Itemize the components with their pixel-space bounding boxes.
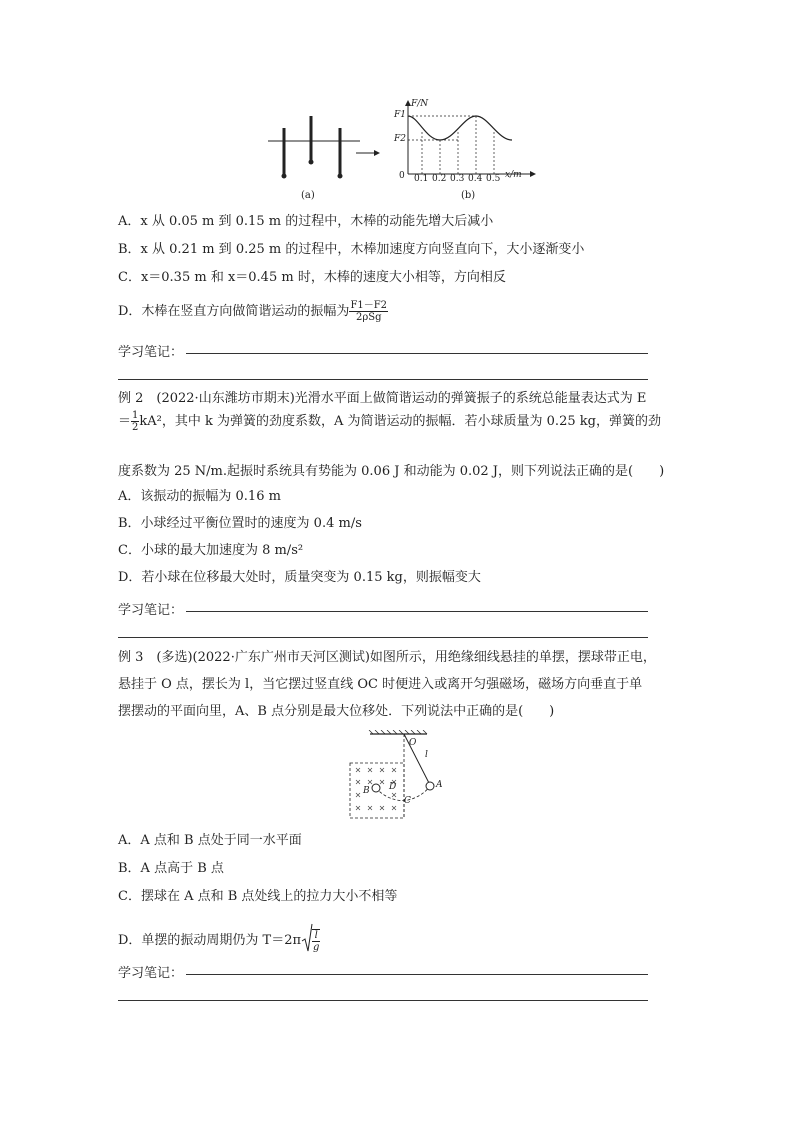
figure-pendulum-in-magnetic-field: [345, 730, 455, 822]
x-tick-5: 0.5: [486, 174, 501, 184]
q1-option-b: B．x 从 0.21 m 到 0.25 m 的过程中，木棒加速度方向竖直向下，大小逐渐变小: [118, 242, 585, 257]
q1-fraction-numerator: F1－F2: [350, 300, 388, 311]
q3-option-d-text: D．单摆的振动周期仍为 T＝2π: [118, 933, 302, 948]
q2-stem-line-2: [118, 410, 661, 433]
f1-label: F1: [394, 110, 406, 120]
figure-a-label: (a): [301, 190, 315, 201]
q1-option-d-text: D．木棒在竖直方向做简谐运动的振幅为: [118, 304, 350, 319]
pendulum-label-o: O: [409, 738, 417, 748]
q3-fraction-denominator: g: [313, 941, 320, 953]
q1-option-a: A．x 从 0.05 m 到 0.15 m 的过程中，木棒的动能先增大后减小: [118, 214, 494, 229]
pendulum-label-c: C: [404, 796, 411, 806]
f2-label: F2: [394, 134, 406, 144]
q3-period-fraction: [312, 929, 320, 953]
q1-fraction-denominator: 2ρSg: [355, 312, 382, 323]
q3-note-line-2[interactable]: [118, 1000, 648, 1001]
q1-note-line-1[interactable]: [186, 353, 648, 354]
figure-b-label: (b): [461, 190, 476, 201]
q2-stem-line-2-rest: kA²，其中 k 为弹簧的劲度系数，A 为简谐运动的振幅．若小球质量为 0.25 kg，弹簧的劲: [139, 414, 661, 429]
q1-option-c: C．x＝0.35 m 和 x＝0.45 m 时，木棒的速度大小相等，方向相反: [118, 270, 506, 285]
q3-stem-line-2: 悬挂于 O 点，摆长为 l，当它摆过竖直线 OC 时便进入或离开匀强磁场，磁场方向垂直于单: [118, 677, 643, 692]
q1-note-line-2[interactable]: [118, 379, 648, 380]
q3-stem-line-3: 摆摆动的平面向里，A、B 点分别是最大位移处．下列说法中正确的是( ): [118, 704, 555, 719]
q3-option-b: B．A 点高于 B 点: [118, 861, 224, 876]
q3-option-a: A．A 点和 B 点处于同一水平面: [118, 833, 302, 848]
pendulum-label-b: B: [363, 786, 370, 796]
q2-option-d: D．若小球在位移最大处时，质量突变为 0.15 kg，则振幅变大: [118, 570, 481, 585]
q2-option-b: B．小球经过平衡位置时的速度为 0.4 m/s: [118, 516, 362, 531]
q2-note-line-2[interactable]: [118, 637, 648, 638]
q1-amplitude-fraction: [349, 300, 388, 323]
q2-option-c: C．小球的最大加速度为 8 m/s²: [118, 543, 304, 558]
q3-stem-line-1: 例 3 (多选)(2022·广东广州市天河区测试)如图所示，用绝缘细线悬挂的单摆，摆球带正电，: [118, 650, 656, 665]
pendulum-label-l: l: [425, 750, 428, 760]
q2-stem-line-3: 度系数为 25 N/m.起振时系统具有势能为 0.06 J 和动能为 0.02 J，则下列说法正确的是( ): [118, 464, 665, 479]
pendulum-label-a: A: [436, 780, 443, 790]
q1-note-label: 学习笔记：: [118, 345, 184, 360]
q2-note-label: 学习笔记：: [118, 603, 184, 618]
y-axis-label: F/N: [411, 99, 429, 109]
q3-note-label: 学习笔记：: [118, 966, 184, 981]
q3-fraction-numerator: l: [312, 930, 320, 942]
q3-note-line-1[interactable]: [186, 974, 648, 975]
x-tick-2: 0.2: [432, 174, 447, 184]
q3-option-d: [118, 923, 320, 958]
x-tick-4: 0.4: [468, 174, 483, 184]
x-tick-1: 0.1: [414, 174, 429, 184]
q1-option-d: [118, 300, 388, 323]
origin-label: 0: [399, 171, 405, 181]
q2-fraction-denominator: 2: [132, 422, 139, 433]
q3-option-c: C．摆球在 A 点和 B 点处线上的拉力大小不相等: [118, 889, 398, 904]
q2-note-line-1[interactable]: [186, 611, 648, 612]
q2-option-a: A．该振动的振幅为 0.16 m: [118, 489, 281, 504]
q2-fraction-numerator: 1: [132, 410, 139, 421]
pendulum-label-d: D: [389, 782, 397, 792]
x-axis-label: x/m: [505, 170, 522, 180]
q2-stem-line-1: 例 2 (2022·山东潍坊市期末)光滑水平面上做简谐运动的弹簧振子的系统总能量表达式为 E: [118, 391, 647, 406]
q2-equals: ＝: [118, 414, 132, 429]
x-tick-3: 0.3: [450, 174, 465, 184]
